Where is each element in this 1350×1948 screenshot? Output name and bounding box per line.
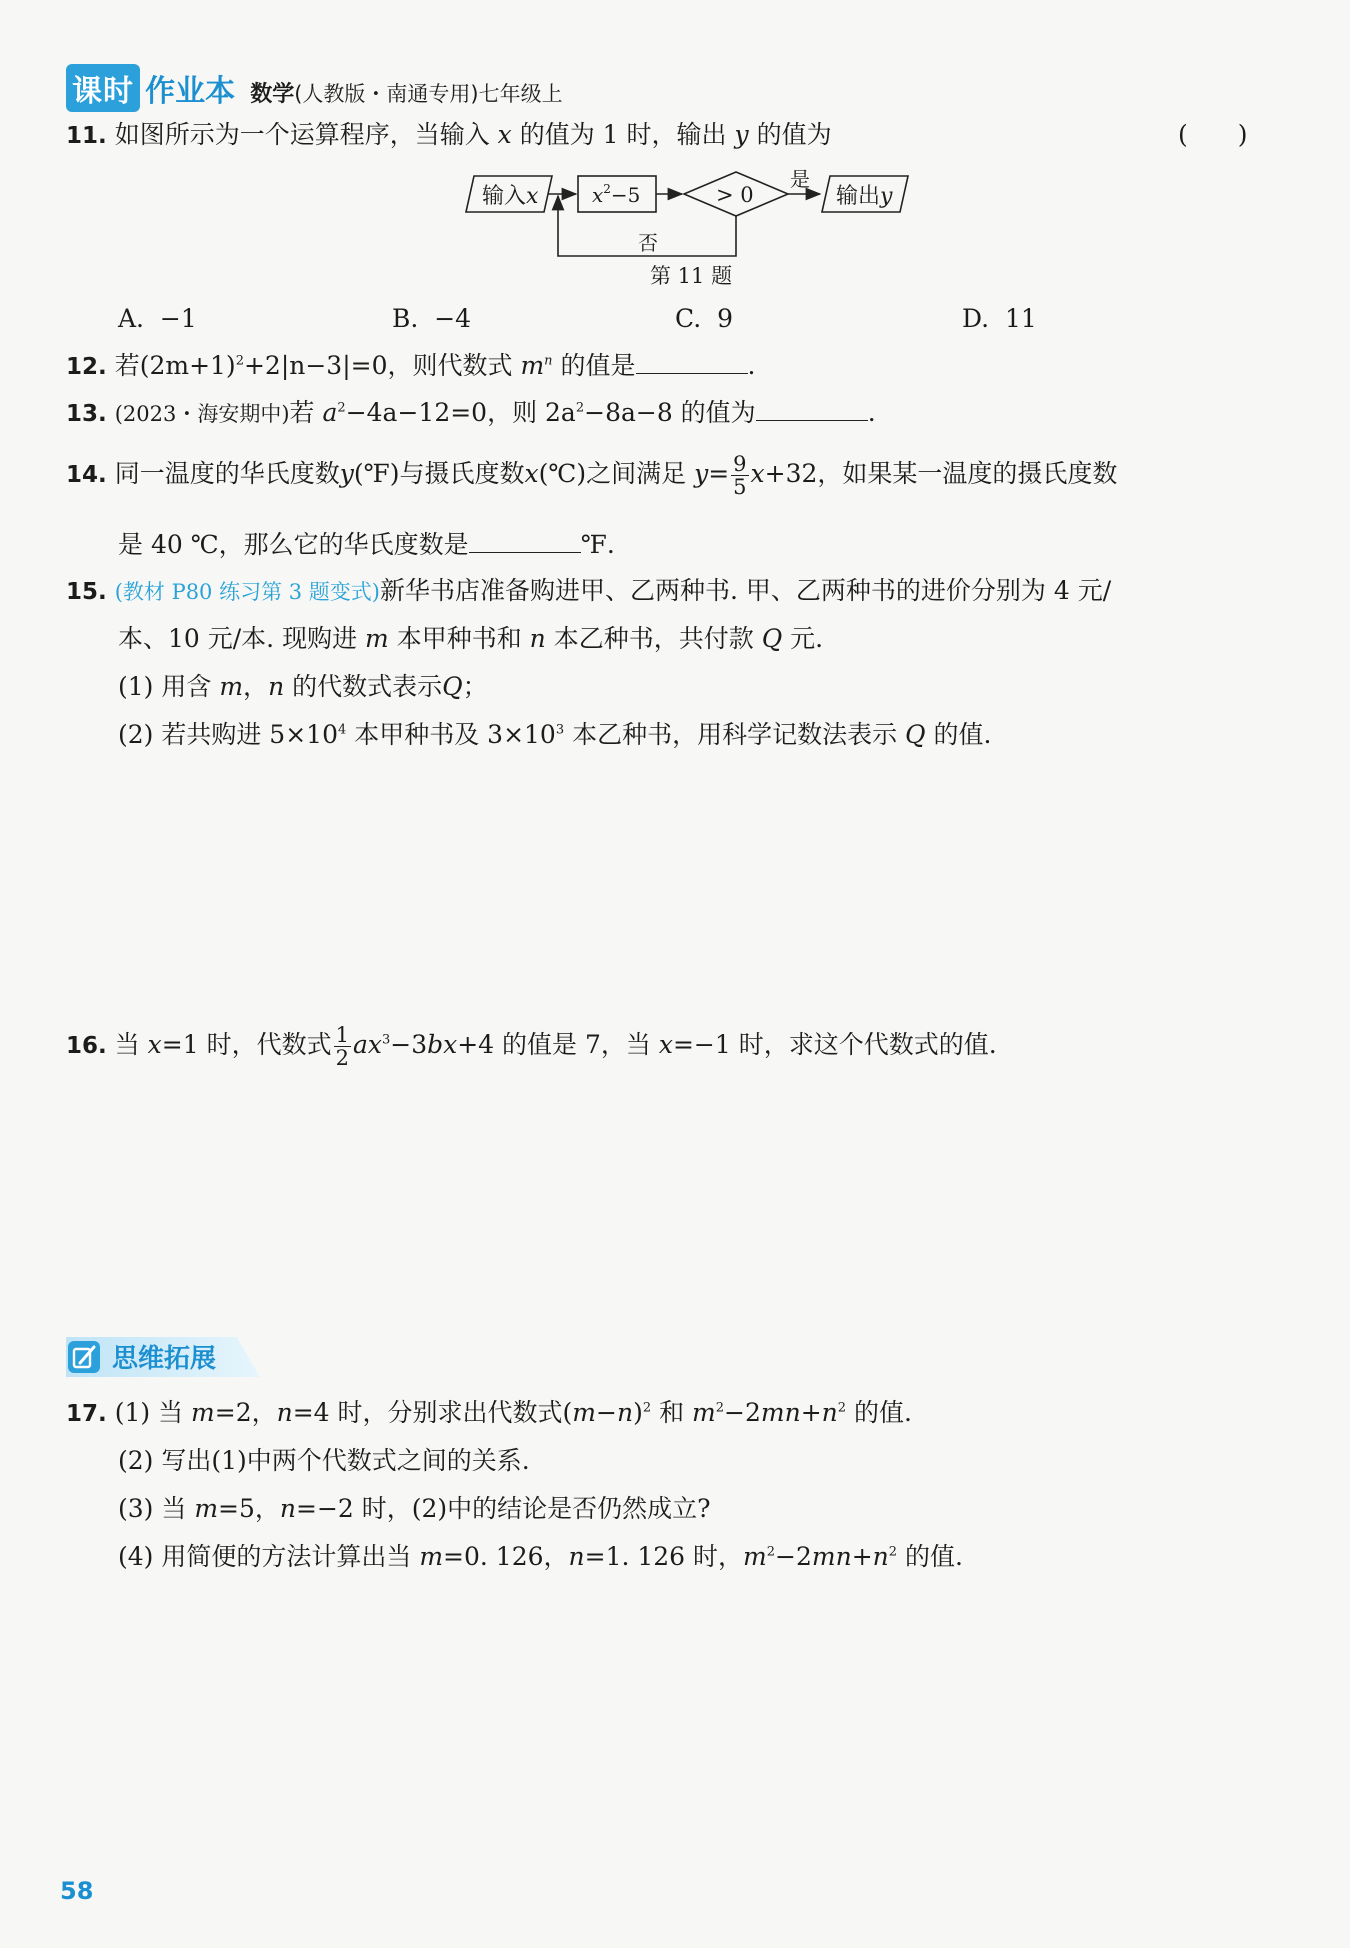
q13-source: (2023・海安期中) [114, 402, 290, 426]
pencil-icon [66, 1339, 102, 1375]
header-logo: 课时 [66, 64, 140, 112]
section-title: 思维拓展 [112, 1344, 217, 1374]
page-number: 58 [60, 1877, 94, 1905]
flow-input-var: x [526, 184, 539, 209]
flow-input-label: 输入 [482, 184, 527, 209]
question-12: 12. 若$(2m+1)^2+2|n-3|=0$，则代数式 $m^n$ 的值是 . [66, 351, 756, 380]
option-b: B. −4 [392, 304, 472, 333]
option-c: C. 9 [675, 304, 733, 333]
question-number: 14. [66, 462, 107, 488]
svg-text:x2−5: $x^2-5$ [592, 182, 641, 207]
question-14-line2 [118, 528, 615, 562]
question-15-part1: (1) 用含 m，n 的代数式表示Q； [118, 672, 488, 701]
question-15 [66, 574, 1111, 609]
q14-text: +32，如果某一温度的摄氏度数 [764, 459, 1118, 488]
q12-text: 若(2m+1) [114, 351, 236, 380]
option-d: D. 11 [962, 304, 1037, 333]
question-13: 13. (2023・海安期中)若 $a^2-4a-12=0$，则 $2a^2-8a-8$ 的值为 . [66, 398, 876, 427]
fraction: $\frac{1}{2}$ [335, 1023, 349, 1070]
question-number: 12. [66, 354, 107, 380]
flow-cond-text: > 0 [716, 183, 754, 207]
question-17-part3: (3) 当 m=5，n=−2 时，(2)中的结论是否仍然成立? [118, 1494, 711, 1523]
question-number: 11. [66, 123, 107, 149]
q14-text: 是 40 ℃，那么它的华氏度数是 [118, 530, 469, 559]
q11-text: 的值为 1 时，输出 [519, 120, 727, 149]
question-number: 16. [66, 1033, 107, 1059]
flow-op-rest: −5 [610, 183, 641, 207]
question-17-part4: (4) 用简便的方法计算出当 m=0. 126，n=1. 126 时，$m^2-2mn+n^2$ 的值. [118, 1542, 963, 1571]
q15-source: (教材 P80 练习第 3 题变式) [114, 580, 381, 604]
answer-blank[interactable] [469, 530, 581, 553]
q11-text: 的值为 [756, 120, 832, 149]
question-number: 15. [66, 579, 107, 605]
header-edition: (人教版・南通专用)七年级上 [294, 82, 563, 106]
question-11: 11. 如图所示为一个运算程序，当输入 x 的值为 1 时，输出 y 的值为 [66, 120, 832, 149]
answer-blank[interactable] [636, 351, 748, 374]
question-15-line2: 本、10 元/本. 现购进 m 本甲种书和 n 本乙种书，共付款 Q 元. [118, 624, 824, 653]
q11-text: 如图所示为一个运算程序，当输入 [114, 120, 490, 149]
answer-blank[interactable] [756, 398, 868, 421]
header-brand: 作业本 [145, 74, 236, 109]
header [66, 64, 563, 112]
question-number: 13. [66, 401, 107, 427]
q12-text: +2|n−3|=0，则代数式 [243, 351, 513, 380]
q14-text: ℉. [580, 530, 615, 559]
svg-text:输出y [836, 184, 893, 209]
question-number: 17. [66, 1401, 107, 1427]
q14-text: 同一温度的华氏度数 [114, 459, 340, 488]
header-subject: 数学 [250, 82, 295, 107]
option-a: A. −1 [118, 304, 197, 333]
q15-text: 新华书店准备购进甲、乙两种书. 甲、乙两种书的进价分别为 4 元/ [380, 576, 1112, 605]
q13-text: 若 [289, 398, 315, 427]
q13-text: −4a−12=0，则 2a [345, 398, 576, 427]
question-17: 17. (1) 当 m=2，n=4 时，分别求出代数式$(m-n)^2$ 和 $m^2-2mn+n^2$ 的值. [66, 1398, 912, 1427]
question-14: 14. 同一温度的华氏度数y(℉)与摄氏度数x(℃)之间满足 y= $\frac{9}{5}$ x+32，如果某一温度的摄氏度数 [66, 452, 1118, 499]
question-16: 16. 当 x=1 时，代数式 $\frac{1}{2}$ $ax^3-3bx+4$ 的值是 7，当 x=−1 时，求这个代数式的值. [66, 1023, 997, 1070]
flow-output-var: y [880, 184, 893, 209]
question-15-part2: (2) 若共购进 $5\times 10^4$ 本甲种书及 $3\times 10^3$ 本乙种书，用科学记数法表示 Q 的值. [118, 720, 992, 749]
fraction: $\frac{9}{5}$ [733, 452, 747, 499]
flowchart [460, 162, 920, 262]
answer-paren: ( ) [1178, 120, 1248, 149]
q14-text: (℉)与摄氏度数 [353, 459, 525, 488]
q13-text: −8a−8 的值为 [584, 398, 756, 427]
flow-output-label: 输出 [836, 184, 881, 209]
flow-op-var: x [592, 183, 604, 207]
q12-text: 的值是 [560, 351, 636, 380]
q14-text: (℃)之间满足 [538, 459, 687, 488]
question-17-part2: (2) 写出(1)中两个代数式之间的关系. [118, 1446, 530, 1475]
flow-no: 否 [638, 231, 658, 255]
figure-caption: 第 11 题 [650, 264, 733, 288]
svg-text:输入x [482, 184, 539, 209]
flow-yes: 是 [790, 167, 810, 191]
